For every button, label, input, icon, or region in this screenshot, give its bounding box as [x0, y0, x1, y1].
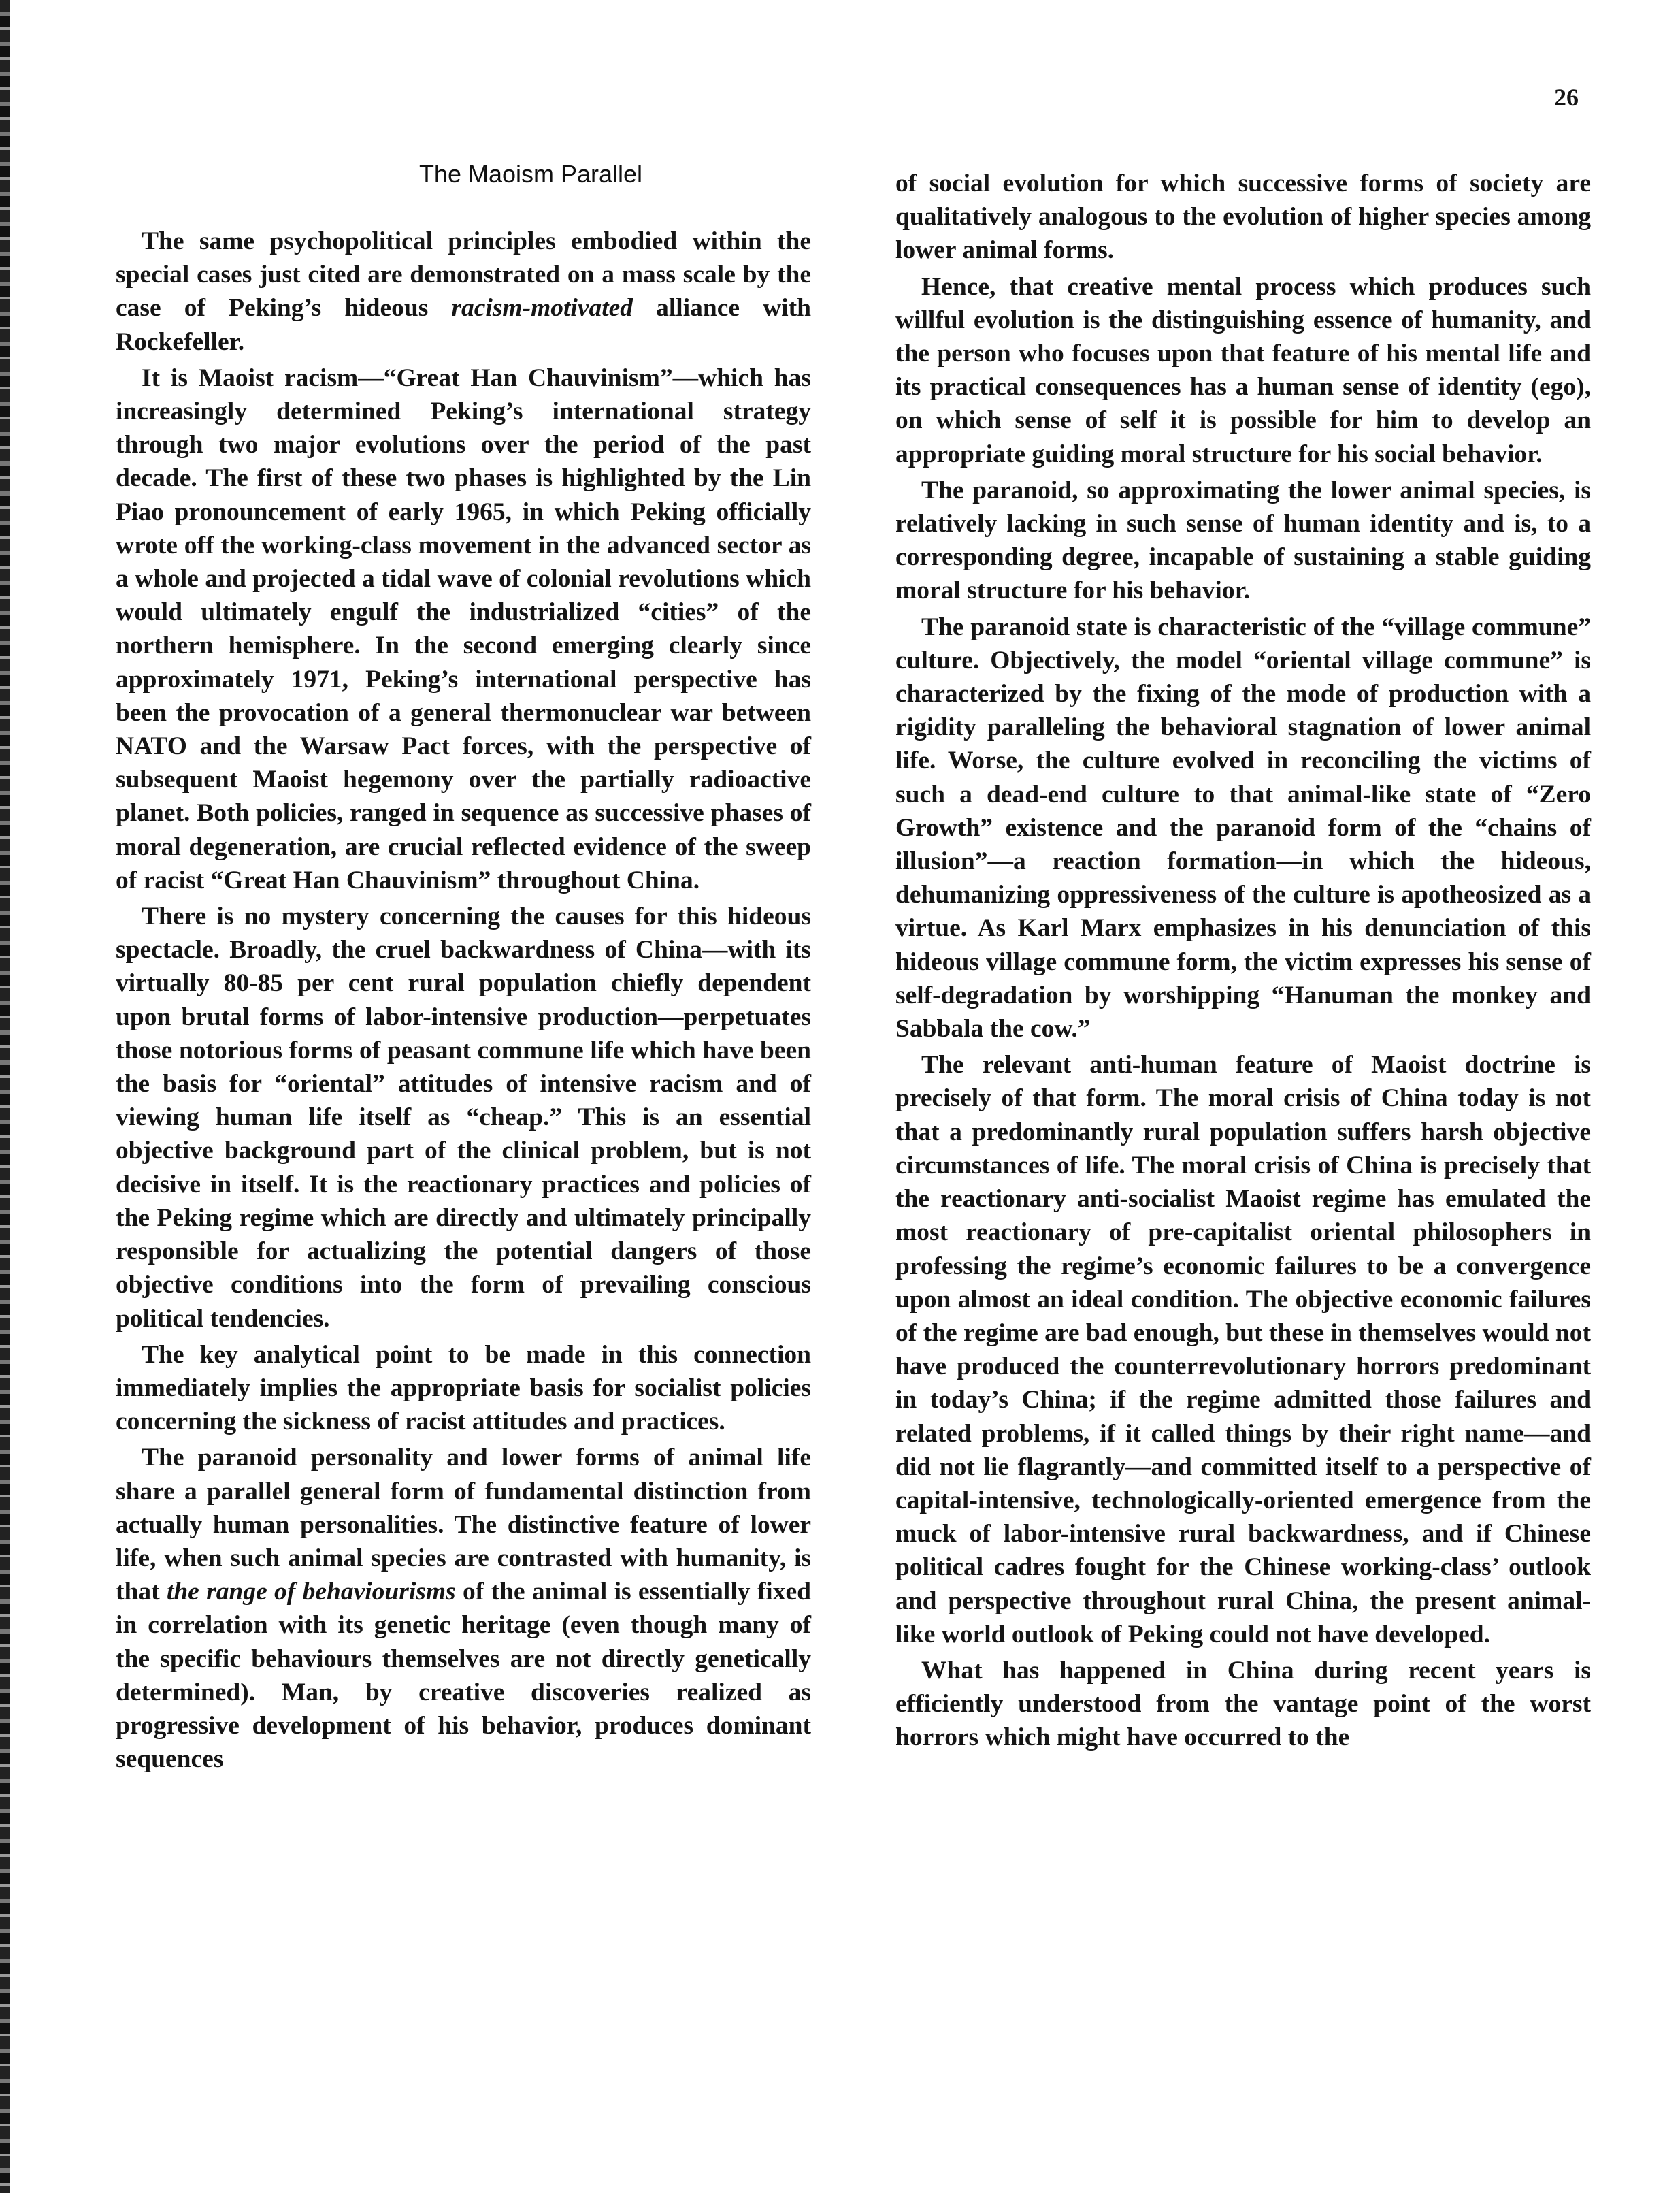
paragraph: The paranoid, so approximating the lower animal species, is relatively lacking in such sense of human identity and is, to a corresponding degree, incapable of sustaining a stable guiding moral structure for his behavior. [895, 476, 1591, 605]
section-title: The Maoism Parallel [418, 160, 643, 188]
paragraph: The key analytical point to be made in this connection immediately implies the appropriate basis for socialist policies concerning the sickness of racist attitudes and practices. [116, 1340, 811, 1436]
emphasis: racism-motivated [451, 294, 633, 323]
right-column [895, 167, 1591, 1757]
left-column [116, 225, 811, 1778]
paragraph: The relevant anti-human feature of Maoist doctrine is precisely of that form. The moral crisis of China today is not that a predominantly rural population suffers harsh objective circumstances of life. The moral crisis of China is precisely that the reactionary anti-socialist Maoist regime has emulated the most reactionary of pre-capitalist oriental philosophers in professing the regime’s economic failures to be a convergence upon almost an ideal condition. The objective economic failures of the regime are bad enough, but these in themselves would not have produced the counterrevolutionary horrors predominant in today’s China; if the regime admitted those failures and related problems, if it called things by their right name—and did not lie flagrantly—and committed itself to a perspective of capital-intensive, technologically-oriented emergence from the muck of labor-intensive rural backwardness, and if Chinese political cadres fought for the Chinese working-class’ outlook and perspective throughout rural China, the present animal-like world outlook of Peking could not have developed. [895, 1051, 1591, 1648]
paragraph: The paranoid personality and lower forms of animal life share a parallel general form of fundamental distinction from actually human personalities. The distinctive feature of lower life, when such animal species are contrasted with humanity, is that the range of behaviourisms of the animal is essentially fixed in correlation with its genetic heritage (even though many of the specific behaviours themselves are not directly genetically determined). Man, by creative discoveries realized as progressive development of his behavior, produces dominant sequences [116, 1444, 811, 1774]
emphasis: the range of behaviourisms [166, 1578, 456, 1606]
scan-binding-edge [0, 0, 10, 2193]
paragraph: The paranoid state is characteristic of the “village commune” culture. Objectively, the model “oriental village commune” is characterized by the fixing of the mode of production with a rigidity paralleling the behavioral stagnation of lower animal life. Worse, the culture evolved in reconciling the victims of such a dead-end culture to that animal-like state of “Zero Growth” existence and the paranoid form of the “chains of illusion”—a reaction formation—in which the hideous, dehumanizing oppressiveness of the culture is apotheosized as a virtue. As Karl Marx emphasizes in his denunciation of this hideous village commune form, the victim expresses his sense of self-degradation by worshipping “Hanuman the monkey and Sabbala the cow.” [895, 613, 1591, 1043]
paragraph: Hence, that creative mental process which produces such willful evolution is the distinguishing essence of humanity, and the person who focuses upon that feature of his mental life and its practical consequences has a human sense of identity (ego), on which sense of self it is possible for him to develop an appropriate guiding moral structure for his social behavior. [895, 272, 1591, 468]
paragraph: What has happened in China during recent years is efficiently understood from the vantage point of the worst horrors which might have occurred to the [895, 1656, 1591, 1752]
paragraph: There is no mystery concerning the causes for this hideous spectacle. Broadly, the cruel backwardness of China—with its virtually 80-85 per cent rural population chiefly dependent upon brutal forms of labor-intensive production—perpetuates those notorious forms of peasant commune life which have been the basis for “oriental” attitudes of intensive racism and of viewing human life itself as “cheap.” This is an essential objective background part of the clinical problem, but is not decisive in itself. It is the reactionary practices and policies of the Peking regime which are directly and ultimately principally responsible for actualizing the potential dangers of those objective conditions into the form of prevailing conscious political tendencies. [116, 903, 811, 1333]
paragraph: It is Maoist racism—“Great Han Chauvinism”—which has increasingly determined Peking’s international strategy through two major evolutions over the period of the past decade. The first of these two phases is highlighted by the Lin Piao pronouncement of early 1965, in which Peking officially wrote off the working-class movement in the advanced sector as a whole and projected a tidal wave of colonial revolutions which would ultimately engulf the industrialized “cities” of the northern hemisphere. In the second emerging clearly since approximately 1971, Peking’s international perspective has been the provocation of a general thermonuclear war between NATO and the Warsaw Pact forces, with the perspective of subsequent Maoist hegemony over the partially radioactive planet. Both policies, ranged in sequence as successive phases of moral degeneration, are crucial reflected evidence of the sweep of racist “Great Han Chauvinism” throughout China. [116, 363, 811, 894]
page-number: 26 [1554, 84, 1579, 111]
paragraph-continued: of social evolution for which successive forms of society are qualitatively analogous to the evolution of higher species among lower animal forms. [895, 169, 1591, 265]
paragraph: The same psychopolitical principles embodied within the special cases just cited are demonstrated on a mass scale by the case of Peking’s hideous racism-motivated alliance with Rockefeller. [116, 227, 811, 356]
